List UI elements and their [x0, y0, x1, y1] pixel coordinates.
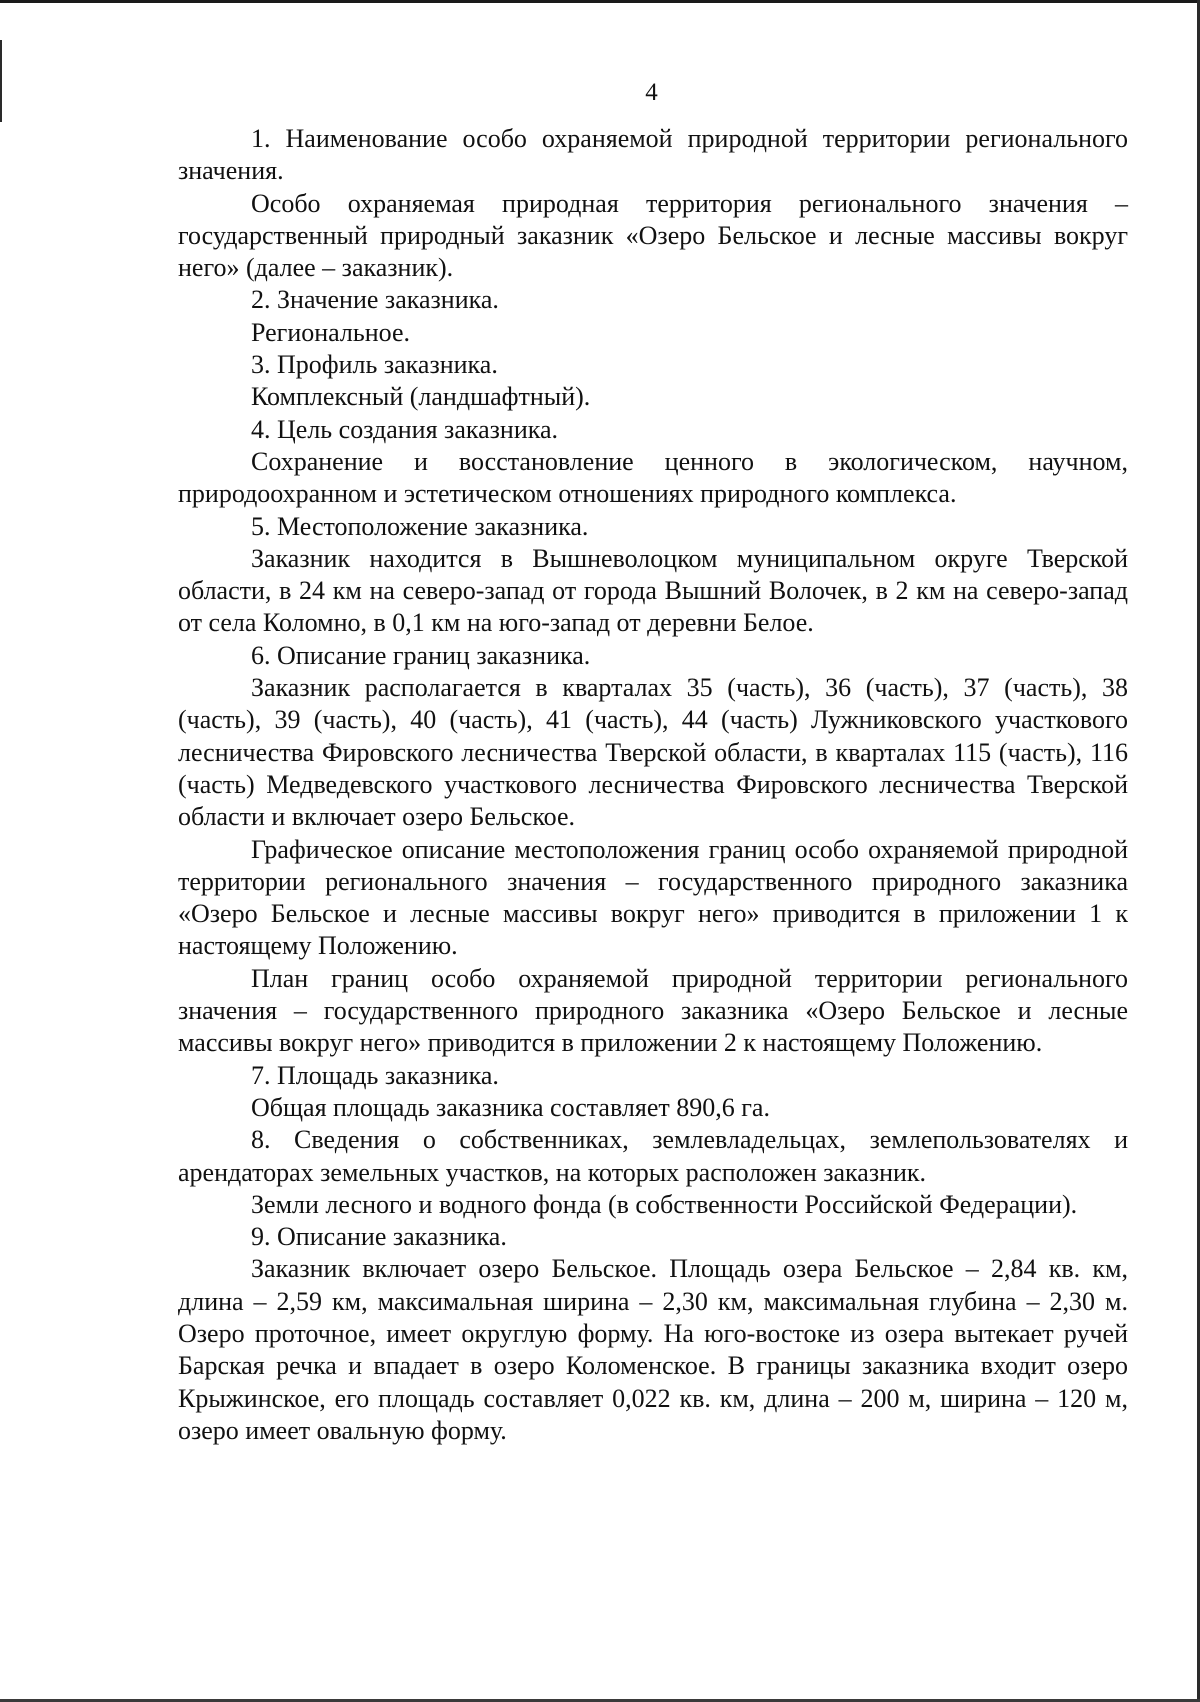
- section-4-heading: 4. Цель создания заказника.: [251, 414, 559, 444]
- section-2-text: Региональное.: [251, 317, 411, 347]
- section-6-boundary-plan: План границ особо охраняемой природной территории регионального значения – государственного природного заказника «Озеро Бельское и лесные массивы вокруг него» приводится в приложении 2 к настоящему Положению.: [178, 963, 1128, 1058]
- section-3-heading: 3. Профиль заказника.: [251, 350, 498, 380]
- section-9-heading: 9. Описание заказника.: [251, 1222, 507, 1252]
- section-9-text: Заказник включает озеро Бельское. Площадь озера Бельское – 2,84 кв. км, длина – 2,59 км, максимальная ширина – 2,30 км, максимальная глубина – 2,30 м. Озеро проточное, имеет округлую форму. На юго-востоке из озера вытекает ручей Барская речка и впадает в озеро Коломенское. В границы заказника входит озеро Крыжинское, его площадь составляет 0,022 кв. км, длина – 200 м, ширина – 120 м, озеро имеет овальную форму.: [178, 1254, 1128, 1445]
- page-number: 4: [645, 79, 658, 106]
- section-5-heading: 5. Местоположение заказника.: [251, 511, 589, 541]
- section-1-heading: 1. Наименование особо охраняемой природной территории регионального значения.: [178, 124, 1128, 186]
- section-8-text: Земли лесного и водного фонда (в собственности Российской Федерации).: [251, 1189, 1078, 1219]
- section-5-text: Заказник находится в Вышневолоцком муниципальном округе Тверской области, в 24 км на северо-запад от города Вышний Волочек, в 2 км на северо-запад от села Коломно, в 0,1 км на юго-запад от деревни Белое.: [178, 543, 1128, 638]
- section-7-text: Общая площадь заказника составляет 890,6 га.: [251, 1092, 770, 1122]
- section-7-heading: 7. Площадь заказника.: [251, 1060, 499, 1090]
- section-8-heading: 8. Сведения о собственниках, землевладельцах, землепользователях и арендаторах земельных участков, на которых расположен заказник.: [178, 1125, 1128, 1187]
- section-6-heading: 6. Описание границ заказника.: [251, 640, 591, 670]
- section-4-text: Сохранение и восстановление ценного в экологическом, научном, природоохранном и эстетическом отношениях природного комплекса.: [178, 446, 1128, 509]
- section-2-heading: 2. Значение заказника.: [251, 285, 499, 315]
- scan-border-top: [0, 0, 1200, 3]
- section-3-text: Комплексный (ландшафтный).: [251, 382, 591, 412]
- section-1-text: Особо охраняемая природная территория регионального значения – государственный природный заказник «Озеро Бельское и лесные массивы вокруг него» (далее – заказник).: [178, 188, 1128, 283]
- section-6-graphic-description: Графическое описание местоположения границ особо охраняемой природной территории регионального значения – государственного природного заказника «Озеро Бельское и лесные массивы вокруг него» приводится в приложении 1 к настоящему Положению.: [178, 834, 1128, 961]
- document-body: [178, 123, 1128, 1447]
- section-6-text: Заказник располагается в кварталах 35 (часть), 36 (часть), 37 (часть), 38 (часть), 39 (часть), 40 (часть), 41 (часть), 44 (часть) Лужниковского участкового лесничества Фировского лесничества Тверской области, в кварталах 115 (часть), 116 (часть) Медведевского участкового лесничества Фировского лесничества Тверской области и включает озеро Бельское.: [178, 673, 1128, 832]
